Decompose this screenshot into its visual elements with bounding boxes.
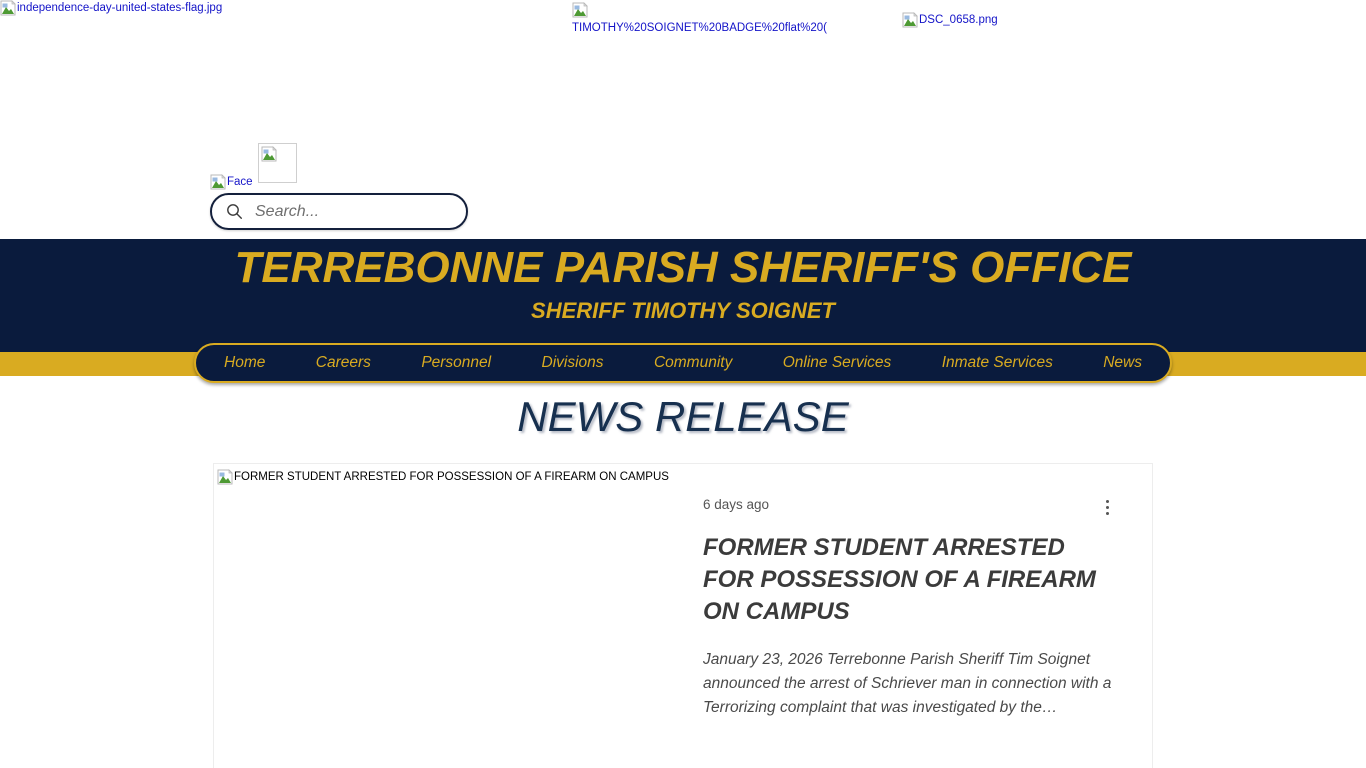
nav-item-home[interactable]: Home bbox=[224, 354, 266, 371]
search-box[interactable] bbox=[210, 193, 468, 230]
org-title: TERREBONNE PARISH SHERIFF'S OFFICE bbox=[234, 243, 1132, 292]
search-icon bbox=[226, 203, 243, 220]
broken-image-icon bbox=[210, 174, 226, 190]
nav-item-inmate-services[interactable]: Inmate Services bbox=[941, 354, 1053, 371]
broken-image-article bbox=[214, 464, 669, 485]
broken-image-alt-text: independence-day-united-states-flag.jpg bbox=[17, 2, 223, 14]
broken-image-alt-text: TIMOTHY%20SOIGNET%20BADGE%20flat%20( bbox=[572, 22, 827, 34]
article-meta bbox=[703, 496, 1116, 518]
broken-image-alt-text: Face bbox=[227, 176, 253, 188]
broken-image-icon bbox=[261, 146, 294, 162]
nav-item-personnel[interactable]: Personnel bbox=[421, 354, 492, 371]
org-subtitle: SHERIFF TIMOTHY SOIGNET bbox=[531, 298, 835, 323]
nav-item-online-services[interactable]: Online Services bbox=[782, 354, 892, 371]
article-body bbox=[703, 464, 1154, 768]
article-title[interactable]: FORMER STUDENT ARRESTED FOR POSSESSION OF A FIREARM ON CAMPUS bbox=[703, 534, 1096, 625]
main-navigation bbox=[194, 343, 1172, 383]
broken-image-facebook[interactable] bbox=[210, 174, 253, 190]
nav-item-community[interactable]: Community bbox=[653, 354, 733, 371]
article-image-area bbox=[214, 464, 702, 768]
article-excerpt: January 23, 2026 Terrebonne Parish Sheriff Tim Soignet announced the arrest of Schriever man in connection with a Terrorizing complaint that was investigated by the… bbox=[703, 650, 1112, 716]
broken-image-flag[interactable] bbox=[0, 0, 222, 16]
broken-image-badge[interactable] bbox=[572, 2, 827, 35]
broken-image-icon bbox=[902, 12, 918, 28]
news-article-card[interactable] bbox=[213, 463, 1153, 768]
broken-image-alt-text: DSC_0658.png bbox=[919, 14, 998, 26]
search-input[interactable] bbox=[253, 202, 456, 222]
broken-image-icon bbox=[0, 0, 16, 16]
article-date: 6 days ago bbox=[703, 497, 770, 512]
page-title: NEWS RELEASE bbox=[517, 393, 849, 440]
broken-image-alt-text: FORMER STUDENT ARRESTED FOR POSSESSION OF A FIREARM ON CAMPUS bbox=[234, 471, 669, 483]
kebab-menu-icon[interactable] bbox=[1098, 497, 1116, 517]
broken-image-photo[interactable] bbox=[902, 12, 998, 28]
nav-item-news[interactable]: News bbox=[1103, 354, 1142, 371]
broken-image-icon bbox=[572, 2, 588, 18]
nav-item-divisions[interactable]: Divisions bbox=[541, 354, 604, 371]
broken-image-icon bbox=[217, 469, 233, 485]
broken-image-empty-box[interactable] bbox=[258, 143, 297, 183]
nav-item-careers[interactable]: Careers bbox=[315, 354, 371, 371]
